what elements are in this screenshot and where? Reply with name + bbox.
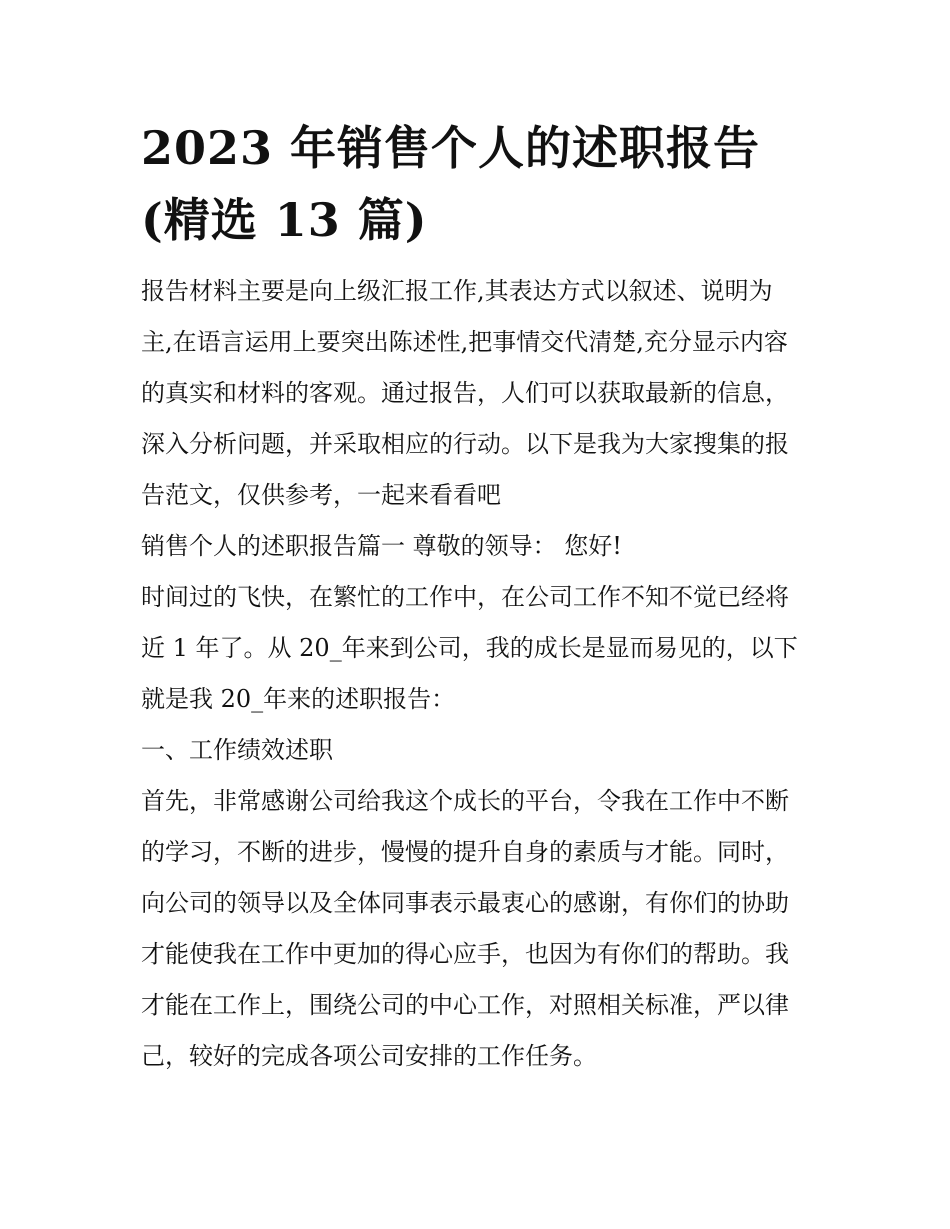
body-line: 的真实和材料的客观。通过报告，人们可以获取最新的信息， xyxy=(141,379,789,407)
body-line: 深入分析问题，并采取相应的行动。以下是我为大家搜集的报 xyxy=(141,430,789,458)
body-line: 才能使我在工作中更加的得心应手，也因为有你们的帮助。我 xyxy=(141,940,789,968)
document-page xyxy=(141,112,821,1082)
document-body xyxy=(141,266,821,1082)
title-spacer xyxy=(141,256,821,266)
body-line: 主,在语言运用上要突出陈述性,把事情交代清楚,充分显示内容 xyxy=(141,328,788,356)
body-line: 时间过的飞快，在繁忙的工作中，在公司工作不知不觉已经将 xyxy=(141,583,789,611)
body-line: 报告材料主要是向上级汇报工作,其表达方式以叙述、说明为 xyxy=(141,277,773,305)
body-line: 首先，非常感谢公司给我这个成长的平台，令我在工作中不断 xyxy=(141,787,789,815)
body-line: 的学习，不断的进步，慢慢的提升自身的素质与才能。同时， xyxy=(141,838,789,866)
body-line: 才能在工作上，围绕公司的中心工作，对照相关标准，严以律 xyxy=(141,991,789,1019)
body-line: 己，较好的完成各项公司安排的工作任务。 xyxy=(141,1042,597,1070)
body-line: 近 1 年了。从 20_年来到公司，我的成长是显而易见的，以下 xyxy=(141,634,798,662)
title-line-2: (精选 13 篇) xyxy=(141,193,428,247)
section-heading-line: 一、工作绩效述职 xyxy=(141,736,333,764)
title-line-1: 2023 年销售个人的述职报告 xyxy=(141,121,761,175)
body-line: 告范文，仅供参考，一起来看看吧 xyxy=(141,481,501,509)
document-title xyxy=(141,112,821,256)
section-heading-line: 销售个人的述职报告篇一 尊敬的领导： 您好! xyxy=(141,532,622,560)
body-line: 就是我 20_年来的述职报告： xyxy=(141,685,456,713)
body-line: 向公司的领导以及全体同事表示最衷心的感谢，有你们的协助 xyxy=(141,889,789,917)
